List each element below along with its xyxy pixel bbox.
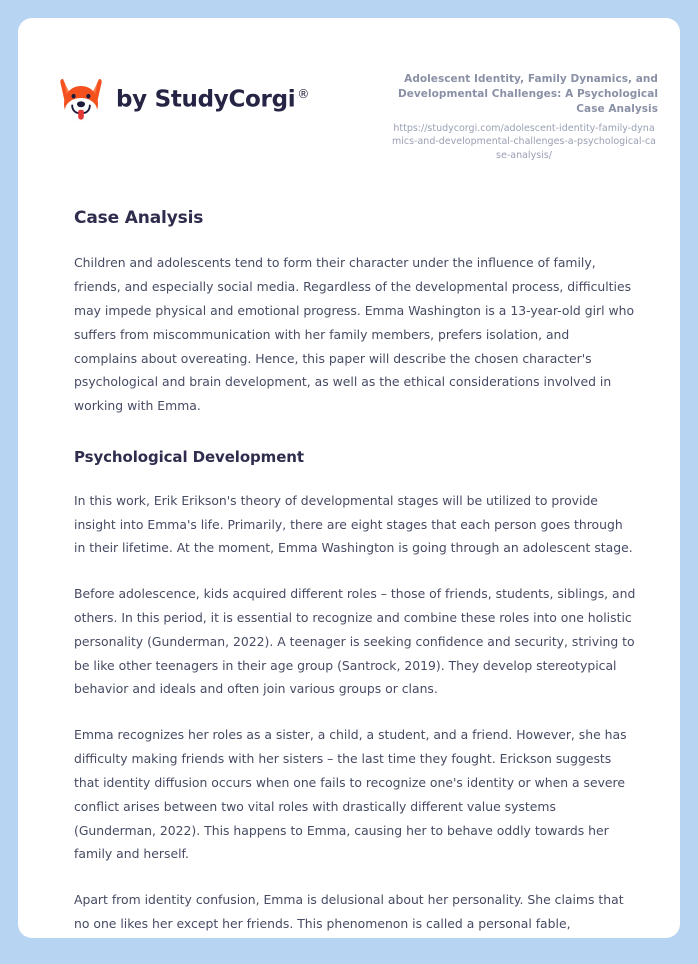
document-header xyxy=(18,18,680,162)
header-document-meta xyxy=(390,70,658,162)
paragraph-roles: Before adolescence, kids acquired different roles – those of friends, students, siblings, and others. In this period, it is essential to recognize and combine these roles into one holistic personality (Gunderman, 2022). A teenager is seeking confidence and security, striving to be like other teenagers in their age group (Santrock, 2019). They develop stereotypical behavior and ideals and often join various groups or clans. xyxy=(74,586,636,697)
heading-case-analysis: Case Analysis xyxy=(74,208,204,229)
paragraph-intro: Children and adolescents tend to form their character under the influence of family, friends, and especially social media. Regardless of the developmental process, difficulties may impede physical and emotional progress. Emma Washington is a 13-year-old girl who suffers from miscommunication with her family members, prefers isolation, and complains about overeating. Hence, this paper will describe the chosen character's psychological and brain development, as well as the ethical considerations involved in working with Emma. xyxy=(74,255,635,414)
document-page-card xyxy=(18,18,680,938)
registered-trademark-icon: ® xyxy=(297,87,310,102)
header-document-title: Adolescent Identity, Family Dynamics, and Developmental Challenges: A Psychological Case Analysis xyxy=(397,73,658,116)
brand-logo-block xyxy=(58,70,309,124)
heading-psychological-development: Psychological Development xyxy=(74,448,304,467)
paragraph-personal-fable: Apart from identity confusion, Emma is delusional about her personality. She claims that no one likes her except her friends. This phenomenon is called a personal fable, xyxy=(74,892,624,931)
header-document-url[interactable]: https://studycorgi.com/adolescent-identity-family-dynamics-and-developmental-challenges-a-psychological-case-analysis/ xyxy=(391,122,656,161)
document-body xyxy=(18,162,680,936)
paragraph-erikson-theory: In this work, Erik Erikson's theory of developmental stages will be utilized to provide insight into Emma's life. Primarily, there are eight stages that each person goes through in their lifetime. At the moment, Emma Washington is going through an adolescent stage. xyxy=(74,492,633,556)
corgi-face-icon xyxy=(58,76,104,124)
paragraph-identity-diffusion: Emma recognizes her roles as a sister, a child, a student, and a friend. However, she has difficulty making friends with her sisters – the last time they fought. Erickson suggests that identity diffusion occurs when one fails to recognize one's identity or when a severe conflict arises between two vital roles with drastically different value systems (Gunderman, 2022). This happens to Emma, causing her to behave oddly towards her family and herself. xyxy=(74,727,627,862)
brand-wordmark xyxy=(116,88,309,112)
brand-wordmark-text: by StudyCorgi xyxy=(116,86,296,113)
